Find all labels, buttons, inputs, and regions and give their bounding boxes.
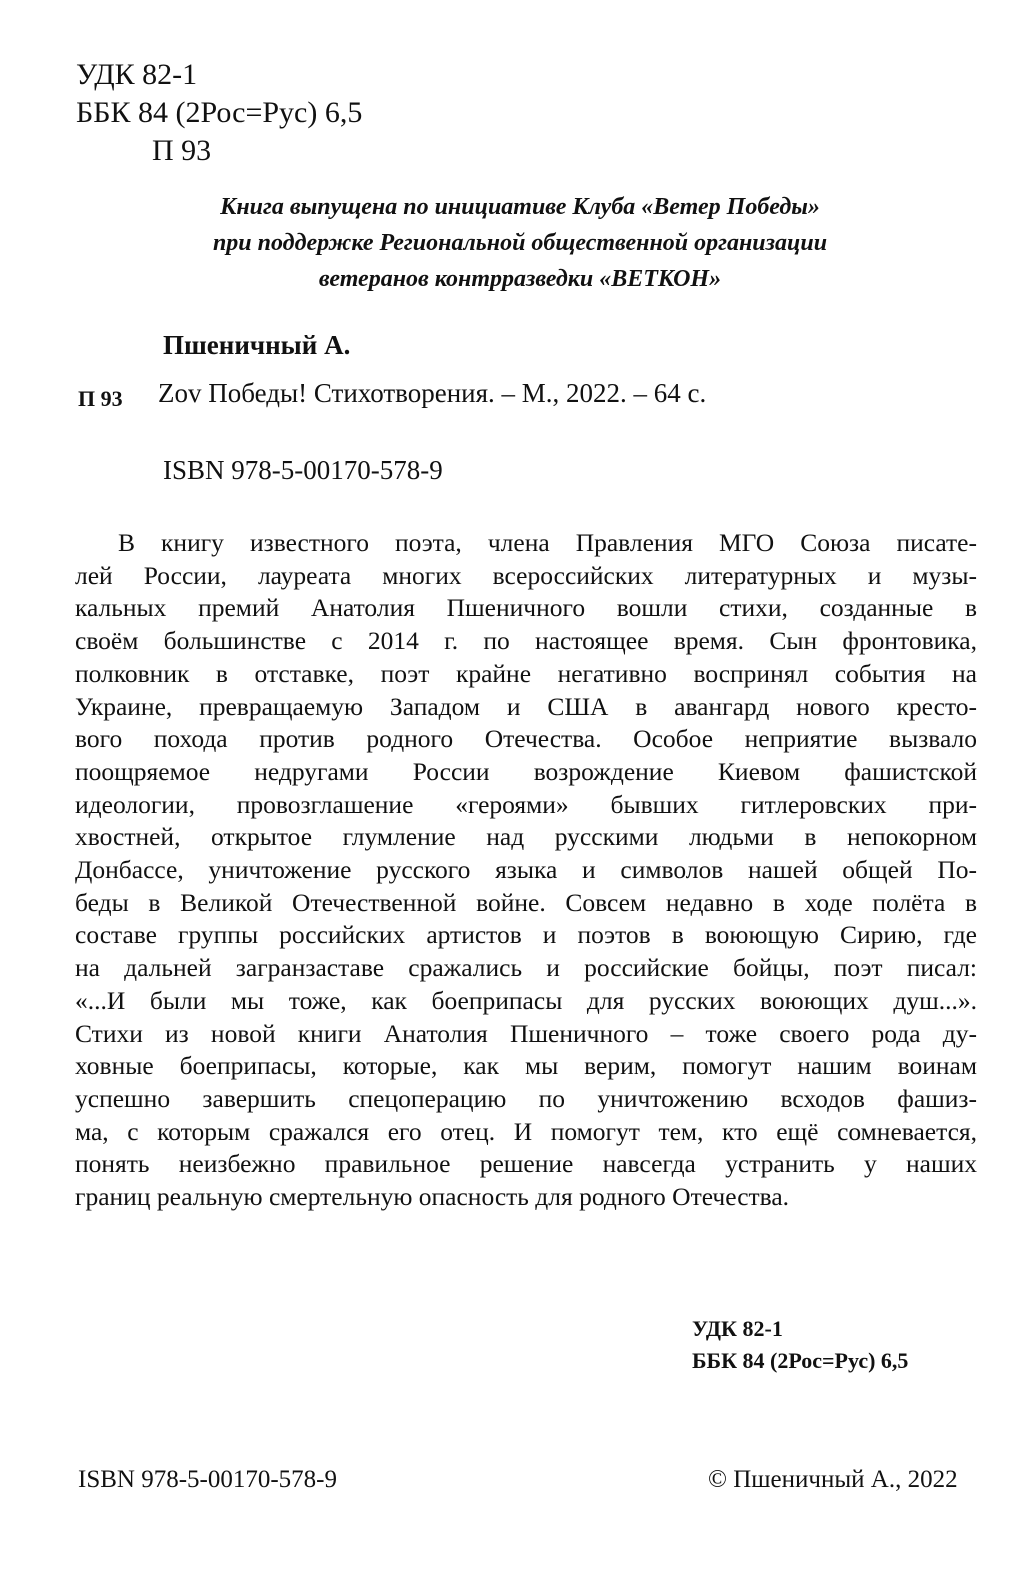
annotation-line: своём большинстве с 2014 г. по настоящее время. Сын фронтовика,: [75, 626, 977, 656]
annotation-line: успешно завершить спецоперацию по уничтожению всходов фашиз-: [75, 1083, 977, 1113]
annotation-line: Украине, превращаемую Западом и США в авангард нового кресто-: [75, 691, 977, 721]
annotation-line: В книгу известного поэта, члена Правления МГО Союза писате-: [118, 528, 977, 557]
classification-udk: УДК 82-1: [692, 1316, 783, 1341]
annotation-line: вого похода против родного Отечества. Особое неприятие вызвало: [75, 724, 977, 754]
annotation-line: Стихи из новой книги Анатолия Пшеничного – тоже своего рода ду-: [75, 1018, 977, 1048]
header-bbk: ББК 84 (2Рос=Рус) 6,5: [76, 96, 363, 129]
annotation-line: хвостней, открытое глумление над русскими людьми в непокорном: [75, 822, 977, 852]
annotation-line: Донбассе, уничтожение русского языка и символов нашей общей По-: [75, 855, 977, 884]
annotation-line: ма, с которым сражался его отец. И помогут тем, кто ещё сомневается,: [75, 1116, 977, 1146]
classification-bbk: ББК 84 (2Рос=Рус) 6,5: [692, 1348, 909, 1373]
header-udk: УДК 82-1: [76, 58, 198, 91]
footer-copyright: © Пшеничный А., 2022: [708, 1466, 958, 1493]
initiative-line: при поддержке Региональной общественной организации: [212, 230, 828, 256]
header-author-mark: П 93: [152, 134, 212, 167]
annotation-line: границ реальную смертельную опасность для родного Отечества.: [75, 1182, 790, 1211]
initiative-line: ветеранов контрразведки «ВЕТКОН»: [318, 266, 722, 292]
annotation-line: кальных премий Анатолия Пшеничного вошли стихи, созданные в: [75, 593, 977, 623]
footer-isbn: ISBN 978-5-00170-578-9: [78, 1466, 338, 1493]
annotation-line: полковник в отставке, поэт крайне негативно воспринял события на: [75, 658, 977, 688]
annotation-line: идеологии, провозглашение «героями» бывших гитлеровских при-: [75, 789, 977, 819]
book-title: Zov Победы! Стихотворения. – М., 2022. – 64 с.: [158, 378, 707, 408]
annotation-line: составе группы российских артистов и поэтов в воюющую Сирию, где: [75, 920, 977, 950]
book-author: Пшеничный А.: [163, 330, 351, 360]
book-isbn: ISBN 978-5-00170-578-9: [163, 455, 443, 485]
annotation-line: поощряемое недругами России возрождение Киевом фашистской: [75, 756, 977, 786]
annotation-line: лей России, лауреата многих всероссийских литературных и музы-: [75, 560, 977, 590]
side-code: П 93: [78, 386, 123, 411]
initiative-line: Книга выпущена по инициативе Клуба «Ветер Победы»: [220, 194, 820, 220]
annotation-line: понять неизбежно правильное решение навсегда устранить у наших: [75, 1149, 977, 1179]
annotation-line: «...И были мы тоже, как боеприпасы для русских воюющих душ...».: [75, 985, 977, 1015]
annotation-line: беды в Великой Отечественной войне. Совсем недавно в ходе полёта в: [75, 887, 977, 917]
annotation-line: на дальней загранзаставе сражались и российские бойцы, поэт писал:: [75, 953, 977, 983]
annotation-line: ховные боеприпасы, которые, как мы верим, помогут нашим воинам: [75, 1051, 977, 1081]
